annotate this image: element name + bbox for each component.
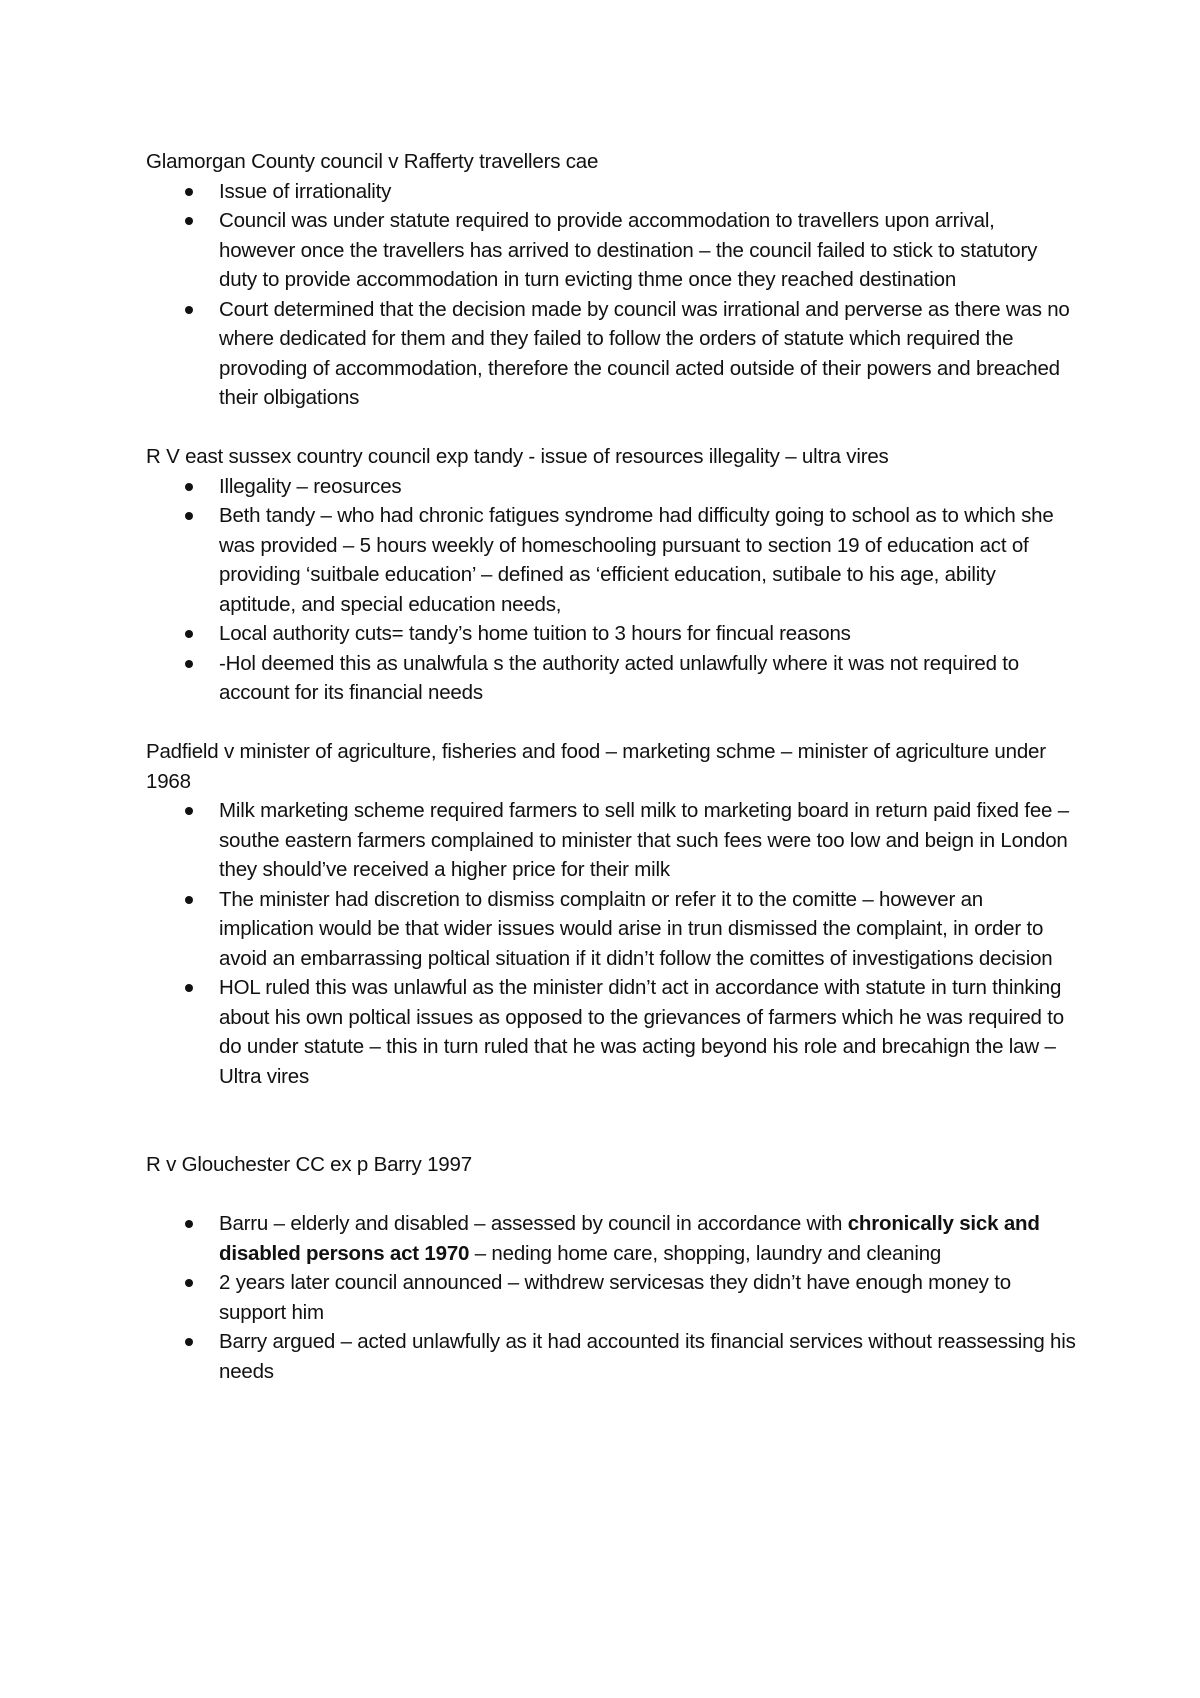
paragraph-spacer <box>146 1180 1076 1210</box>
case-section-glamorgan <box>146 147 1076 413</box>
list-item: Issue of irrationality <box>146 177 1076 207</box>
list-item <box>146 1209 1076 1268</box>
list-item: Barry argued – acted unlawfully as it had accounted its financial services without reassessing his needs <box>146 1327 1076 1386</box>
statute-name: chronically sick and disabled persons act 1970 <box>219 1212 1040 1265</box>
case-section-padfield <box>146 737 1076 1091</box>
list-item: Milk marketing scheme required farmers to sell milk to marketing board in return paid fixed fee – southe eastern farmers complained to minister that such fees were too low and beign in London they should’ve received a higher price for their milk <box>146 796 1076 885</box>
list-item: Beth tandy – who had chronic fatigues syndrome had difficulty going to school as to which she was provided – 5 hours weekly of homeschooling pursuant to section 19 of education act of providing ‘suitbale education’ – defined as ‘efficient education, sutibale to his age, ability aptitude, and special education needs, <box>146 501 1076 619</box>
list-item: Court determined that the decision made by council was irrational and perverse as there was no where dedicated for them and they failed to follow the orders of statute which required the provoding of accommodation, therefore the council acted outside of their powers and breached their olbigations <box>146 295 1076 413</box>
bullet-list <box>146 472 1076 708</box>
case-title-year: 1968 <box>146 769 191 793</box>
bullet-text: – neding home care, shopping, laundry and cleaning <box>469 1241 942 1265</box>
list-item: 2 years later council announced – withdrew servicesas they didn’t have enough money to support him <box>146 1268 1076 1327</box>
paragraph-spacer <box>146 1091 1076 1150</box>
list-item: The minister had discretion to dismiss complaitn or refer it to the comitte – however an implication would be that wider issues would arise in trun dismissed the complaint, in order to avoid an embarrassing poltical situation if it didn’t follow the comittes of investigations decision <box>146 885 1076 974</box>
list-item: Council was under statute required to provide accommodation to travellers upon arrival, however once the travellers has arrived to destination – the council failed to stick to statutory duty to provide accommodation in turn evicting thme once they reached destination <box>146 206 1076 295</box>
list-item: -Hol deemed this as unalwfula s the authority acted unlawfully where it was not required to account for its financial needs <box>146 649 1076 708</box>
case-title: R V east sussex country council exp tandy - issue of resources illegality – ultra vires <box>146 445 889 468</box>
list-item: Illegality – reosurces <box>146 472 1076 502</box>
list-item: HOL ruled this was unlawful as the minister didn’t act in accordance with statute in turn thinking about his own poltical issues as opposed to the grievances of farmers which he was required to do under statute – this in turn ruled that he was acting beyond his role and brecahign the law – Ultra vires <box>146 973 1076 1091</box>
case-title-line: Padfield v minister of agriculture, fisheries and food – marketing schme – minister of agriculture under <box>146 740 1046 763</box>
case-title <box>146 737 1076 796</box>
bullet-list <box>146 1209 1076 1386</box>
bullet-list <box>146 796 1076 1091</box>
paragraph-spacer <box>146 708 1076 738</box>
bullet-text: Barru – elderly and disabled – assessed by council in accordance with <box>219 1212 848 1235</box>
case-section-tandy <box>146 442 1076 708</box>
list-item: Local authority cuts= tandy’s home tuition to 3 hours for fincual reasons <box>146 619 1076 649</box>
case-title: Glamorgan County council v Rafferty travellers cae <box>146 150 599 173</box>
paragraph-spacer <box>146 413 1076 443</box>
case-title: R v Glouchester CC ex p Barry 1997 <box>146 1153 472 1176</box>
document-body <box>146 147 1076 1386</box>
bullet-list <box>146 177 1076 413</box>
case-section-barry <box>146 1150 1076 1386</box>
